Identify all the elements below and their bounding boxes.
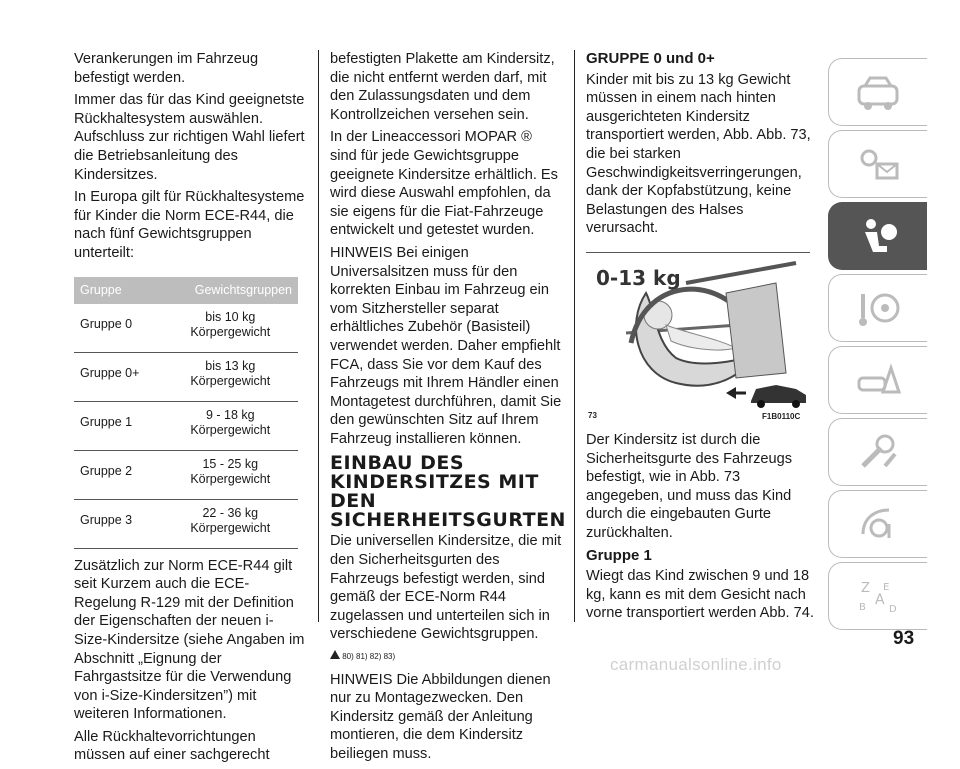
table-row — [74, 401, 298, 450]
weight-cell — [163, 401, 298, 450]
paragraph: Verankerungen im Fahrzeug befestigt werden. — [74, 51, 259, 86]
subsection-heading: Gruppe 1 — [586, 546, 652, 564]
paragraph: Wiegt das Kind zwischen 9 und 18 kg, kann es mit dem Gesicht nach vorne transportiert werden Abb. 74. — [586, 568, 814, 622]
child-seat-illustration — [586, 253, 810, 423]
table-header-weight: Gewichtsgruppen — [163, 277, 298, 304]
warning-references — [330, 648, 562, 667]
reference-numbers: 80) 81) 82) 83) — [342, 652, 396, 662]
warning-lights-icon — [855, 144, 901, 184]
paragraph: Kinder mit bis zu 13 kg Gewicht müssen in einem nach hinten ausgerichteten Kindersitz transportiert werden, Abb. Abb. 73, die bei starken Geschwindigkeitsverringerungen, dank der Kopfabstützung, keine Belastungen des Halses verursacht. — [586, 71, 811, 237]
seat-airbag-icon — [855, 216, 901, 256]
weight-unit: Körpergewicht — [190, 373, 271, 388]
table-row — [74, 499, 298, 548]
tab-warning-lights[interactable] — [828, 130, 927, 198]
weight-unit: Körpergewicht — [190, 520, 271, 535]
group-cell: Gruppe 2 — [74, 450, 163, 499]
weight-range: 22 - 36 kg — [202, 505, 259, 520]
paragraph: HINWEIS Bei einigen Universalsitzen muss für den korrekten Einbau im Fahrzeug ein vom Sitzhersteller separat erhältliches Zubehör (Basisteil) verwendet werden. Daher empfiehlt FCA, dass Sie vor dem Kauf des Fahrzeugs mit Ihrem Händler einen Montagetest durchführen, damit Sie den gewünschten Sitz auf Ihrem Fahrzeug installieren können. — [330, 244, 562, 447]
tab-emergency[interactable] — [828, 346, 927, 414]
weight-unit: Körpergewicht — [190, 422, 271, 437]
svg-text:D: D — [889, 604, 897, 615]
weight-cell — [163, 304, 298, 353]
tab-safety[interactable] — [828, 202, 927, 270]
weight-range: 9 - 18 kg — [205, 407, 255, 422]
tab-multimedia[interactable] — [828, 490, 927, 558]
figure-code: F1B0110C — [762, 411, 801, 421]
weight-unit: Körpergewicht — [190, 471, 271, 486]
group-cell: Gruppe 3 — [74, 499, 163, 548]
watermark: carmanualsonline.info — [610, 655, 782, 674]
weight-range: 15 - 25 kg — [202, 456, 259, 471]
table-row — [74, 352, 298, 401]
weight-cell — [163, 450, 298, 499]
weight-range: bis 10 kg — [205, 309, 256, 324]
paragraph: Alle Rückhaltevorrichtungen müssen auf einer sachgerecht — [74, 728, 270, 764]
svg-text:B: B — [859, 602, 866, 613]
svg-text:Z: Z — [861, 581, 870, 596]
chapter-tabs — [828, 58, 927, 634]
paragraph: In der Lineaccessori MOPAR ® sind für jede Gewichtsgruppe geeignete Kindersitze erhältlich. Es wird diese Auswahl empfohlen, da sie eigens für die Fiat-Fahrzeuge entwickelt und getestet wurden. — [330, 129, 558, 239]
paragraph: HINWEIS Die Abbildungen dienen nur zu Montagezwecken. Den Kindersitz gemäß der Anleitung montieren, die dem Kindersitz beiliegen muss. — [330, 671, 551, 762]
section-heading: EINBAU DES KINDERSITZES MIT DEN SICHERHEITSGURTEN — [330, 452, 566, 532]
tab-starting-driving[interactable] — [828, 274, 927, 342]
paragraph: In Europa gilt für Rückhaltesysteme für Kinder die Norm ECE-R44, die nach fünf Gewichtsgruppen unterteilt: — [74, 189, 305, 261]
page-number: 93 — [893, 628, 915, 649]
column-right — [586, 50, 816, 627]
group-cell: Gruppe 0+ — [74, 352, 163, 401]
table-header-group: Gruppe — [74, 277, 163, 304]
paragraph: Zusätzlich zur Norm ECE-R44 gilt seit Kurzem auch die ECE-Regelung R-129 mit der Definition der Eigenschaften der neuen i-Size-Kindersitze (siehe Angaben im Abschnitt „Eignung der Fahrgastsitze für die Verwendung von i-Size-Kindersitzen”) mit weiteren Informationen. — [74, 557, 305, 723]
index-letters-icon — [855, 576, 901, 616]
key-steering-icon — [855, 288, 901, 328]
paragraph: Der Kindersitz ist durch die Sicherheitsgurte des Fahrzeugs befestigt, wie in Abb. 73 angegeben, und muss das Kind durch die eingebauten Gurte zurückhalten. — [586, 431, 793, 541]
subsection-heading: GRUPPE 0 und 0+ — [586, 50, 715, 67]
column-left — [74, 50, 306, 769]
paragraph: Immer das für das Kind geeignetste Rückhaltesystem auswählen. Aufschluss zur richtigen Wahl liefert die Betriebsanleitung des Kindersitzes. — [74, 92, 305, 183]
roadside-emergency-icon — [855, 360, 901, 400]
weight-cell — [163, 499, 298, 548]
table-row — [74, 450, 298, 499]
group-cell: Gruppe 0 — [74, 304, 163, 353]
paragraph: befestigten Plakette am Kindersitz, die nicht entfernt werden darf, mit den Zulassungsdaten und dem Kontrollzeichen versehen sein. — [330, 51, 555, 123]
figure-73 — [586, 252, 810, 423]
warning-triangle-icon — [330, 650, 340, 659]
svg-text:E: E — [883, 582, 890, 593]
weight-groups-table — [74, 277, 298, 549]
tab-maintenance[interactable] — [828, 418, 927, 486]
column-middle — [330, 50, 566, 768]
column-divider — [318, 50, 319, 622]
tab-index[interactable] — [828, 562, 927, 630]
column-divider — [574, 50, 575, 622]
svg-text:A: A — [875, 592, 885, 608]
weight-label: 0-13 kg — [596, 265, 681, 290]
paragraph: Die universellen Kindersitze, die mit den Sicherheitsgurten des Fahrzeugs befestigt werden, sind gemäß der ECE-Norm R44 zugelassen und unterteilen sich in verschiedene Gewichtsgruppen. — [330, 533, 562, 643]
figure-number: 73 — [588, 410, 597, 420]
table-row — [74, 304, 298, 353]
weight-range: bis 13 kg — [205, 358, 256, 373]
group-cell: Gruppe 1 — [74, 401, 163, 450]
weight-cell — [163, 352, 298, 401]
weight-unit: Körpergewicht — [190, 324, 271, 339]
tab-dashboard[interactable] — [828, 58, 927, 126]
table-header-row — [74, 277, 298, 304]
service-tools-icon — [855, 432, 901, 472]
multimedia-icon — [855, 504, 901, 544]
car-dashboard-icon — [855, 72, 901, 112]
